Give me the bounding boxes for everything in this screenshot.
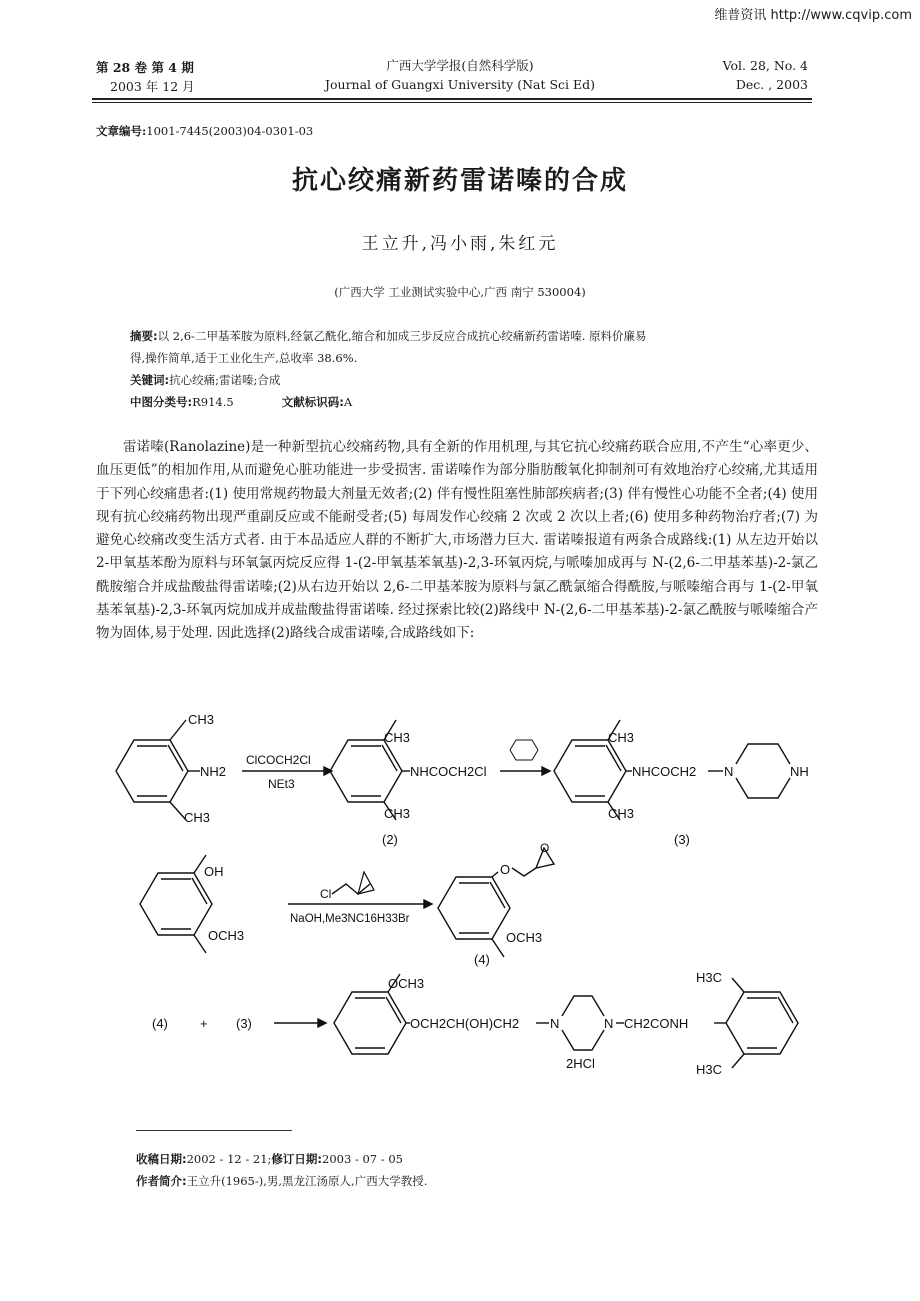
clc-number: R914.5 — [192, 395, 234, 409]
h3c-label: H3C — [696, 1062, 723, 1077]
header-rule-thin — [92, 102, 812, 103]
och3-label: OCH3 — [208, 928, 245, 943]
article-number-label: 文章编号: — [96, 124, 147, 138]
ch3-label: CH3 — [188, 712, 215, 727]
article-number-value: 1001-7445(2003)04-0301-03 — [146, 124, 314, 138]
doc-code-label: 文献标识码: — [281, 395, 344, 409]
och3-label: OCH3 — [506, 930, 543, 945]
journal-name-cn: 广西大学学报(自然科学版) — [386, 58, 534, 73]
header-left — [96, 58, 195, 96]
doc-code: A — [343, 395, 353, 409]
piperazine-reagent-icon — [510, 740, 538, 760]
dimethylaniline-structure — [116, 720, 200, 820]
revised-label: 修订日期: — [271, 1152, 323, 1166]
n-label: N — [550, 1016, 560, 1031]
footnote-rule — [136, 1130, 292, 1131]
received-date: 2002 - 12 - 21 — [186, 1152, 268, 1166]
arrow-head — [542, 767, 550, 775]
synthesis-scheme — [96, 712, 826, 1112]
article-number — [96, 123, 313, 139]
cl-label: Cl — [320, 887, 332, 901]
abstract-label: 摘要: — [130, 329, 158, 343]
nhcoch2cl-label: NHCOCH2Cl — [410, 764, 487, 779]
ch3-label: CH3 — [608, 730, 635, 745]
epoxide-ring — [358, 872, 374, 894]
abstract-line-2: 得,操作简单,适于工业化生产,总收率 38.6%. — [130, 351, 358, 365]
n-label: N — [724, 764, 734, 779]
plus-sign: + — [200, 1016, 208, 1031]
body-paragraph: 雷诺嗪(Ranolazine)是一种新型抗心绞痛药物,具有全新的作用机理,与其它抗心绞痛药联合应用,不产生“心率更少、血压更低”的相加作用,从而避免心脏功能进一步受损害. 雷诺嗪作为部分脂肪酸氧化抑制剂可有效地治疗心绞痛,尤其适用于下列心绞痛患者:(1) 使用常规药物最大剂量无效者;(2) 伴有慢性阻塞性肺部疾病者;(3) 伴有慢性心功能不全者;(4) 使用现有抗心绞痛药物出现严重副反应或不能耐受者;(5) 每周发作心绞痛 2 次或 2 次以上者;(6) 使用多种药物治疗者;(7) 为避免心绞痛改变生活方式者. 由于本品适应人群的不断扩大,市场潜力巨大. 雷诺嗪报道有两条合成路线:(1) 从左边开始以 2-甲氧基苯酚为原料与环氧氯丙烷反应得 1-(2-甲氧基苯氧基)-2,3-环氧丙烷,与哌嗪加成再与 N-(2,6-二甲基苯基)-2-氯乙酰胺缩合并成盐酸盐得雷诺嗪;(2)从右边开始以 2,6-二甲基苯胺为原料与氯乙酰氯缩合得酰胺,与哌嗪缩合再与 1-(2-甲氧基苯氧基)-2,3-环氧丙烷加成并成盐酸盐得雷诺嗪. 经过探索比较(2)路线中 N-(2,6-二甲基苯基)-2-氯乙酰胺与哌嗪缩合产物为固体,易于处理. 因此选择(2)路线合成雷诺嗪,合成路线如下: — [96, 439, 818, 642]
chain-label: OCH2CH(OH)CH2 — [410, 1016, 520, 1031]
date-cn: 2003 年 12 月 — [110, 79, 195, 94]
volume-issue-en: Vol. 28, No. 4 — [722, 58, 808, 73]
clc-label: 中图分类号: — [130, 395, 193, 409]
ch3-label: CH3 — [384, 730, 411, 745]
arrow-head — [318, 1019, 326, 1027]
oh-label: OH — [204, 864, 224, 879]
reactant-3-label: (3) — [236, 1016, 252, 1031]
o-label: O — [500, 862, 511, 877]
affiliation: (广西大学 工业测试实验中心,广西 南宁 530004) — [334, 285, 586, 299]
reagent-1-top: ClCOCH2Cl — [246, 753, 311, 767]
abstract — [130, 325, 790, 413]
ch2conh-label: CH2CONH — [624, 1016, 689, 1031]
header-center — [280, 56, 640, 94]
hcl-label: 2HCl — [566, 1056, 595, 1071]
h3c-label: H3C — [696, 970, 723, 985]
arrow-head — [424, 900, 432, 908]
nh-label: NH — [790, 764, 809, 779]
watermark: 维普资讯 http://www.cqvip.com — [714, 8, 912, 23]
paper-title: 抗心绞痛新药雷诺嗪的合成 — [291, 166, 628, 196]
authors: 王立升,冯小雨,朱红元 — [361, 234, 559, 254]
ch3-label: CH3 — [608, 806, 635, 821]
header-right — [723, 56, 808, 94]
nh2-label: NH2 — [200, 764, 227, 779]
keywords: 抗心绞痛;雷诺嗪;合成 — [169, 373, 281, 387]
header-rule — [92, 98, 812, 100]
author-bio: 王立升(1965-),男,黑龙江汤原人,广西大学教授. — [186, 1174, 428, 1188]
journal-name-en: Journal of Guangxi University (Nat Sci Ed) — [324, 77, 595, 92]
guaiacol-structure — [140, 855, 212, 953]
reagent-1-bottom: NEt3 — [268, 777, 295, 791]
reagent-2-bottom: NaOH,Me3NC16H33Br — [290, 913, 410, 925]
keywords-label: 关键词: — [130, 373, 170, 387]
abstract-line-1: 以 2,6-二甲基苯胺为原料,经氯乙酰化,缩合和加成三步反应合成抗心绞痛新药雷诺嗪. 原料价廉易 — [157, 329, 647, 343]
compound-2-label: (2) — [382, 832, 398, 847]
n-label: N — [604, 1016, 614, 1031]
och3-label: OCH3 — [388, 976, 425, 991]
ch3-label: CH3 — [184, 810, 211, 825]
ch3-label: CH3 — [384, 806, 411, 821]
compound-3-label: (3) — [674, 832, 690, 847]
date-en: Dec. , 2003 — [735, 77, 808, 92]
revised-date: 2003 - 07 - 05 — [322, 1152, 403, 1166]
reactant-4-label: (4) — [152, 1016, 168, 1031]
epoxide-o-label: O — [540, 841, 550, 855]
received-label: 收稿日期: — [136, 1152, 187, 1166]
nhcoch2-label: NHCOCH2 — [632, 764, 697, 779]
footnote: 收稿日期:2002 - 12 - 21;修订日期:2003 - 07 - 05 作者简介:王立升(1965-),男,黑龙江汤原人,广西大学教授. — [136, 1152, 428, 1188]
body-text — [96, 436, 818, 646]
volume-issue-cn: 第 28 卷 第 4 期 — [96, 60, 194, 75]
author-bio-label: 作者简介: — [136, 1174, 187, 1188]
compound-4-label: (4) — [474, 952, 490, 967]
